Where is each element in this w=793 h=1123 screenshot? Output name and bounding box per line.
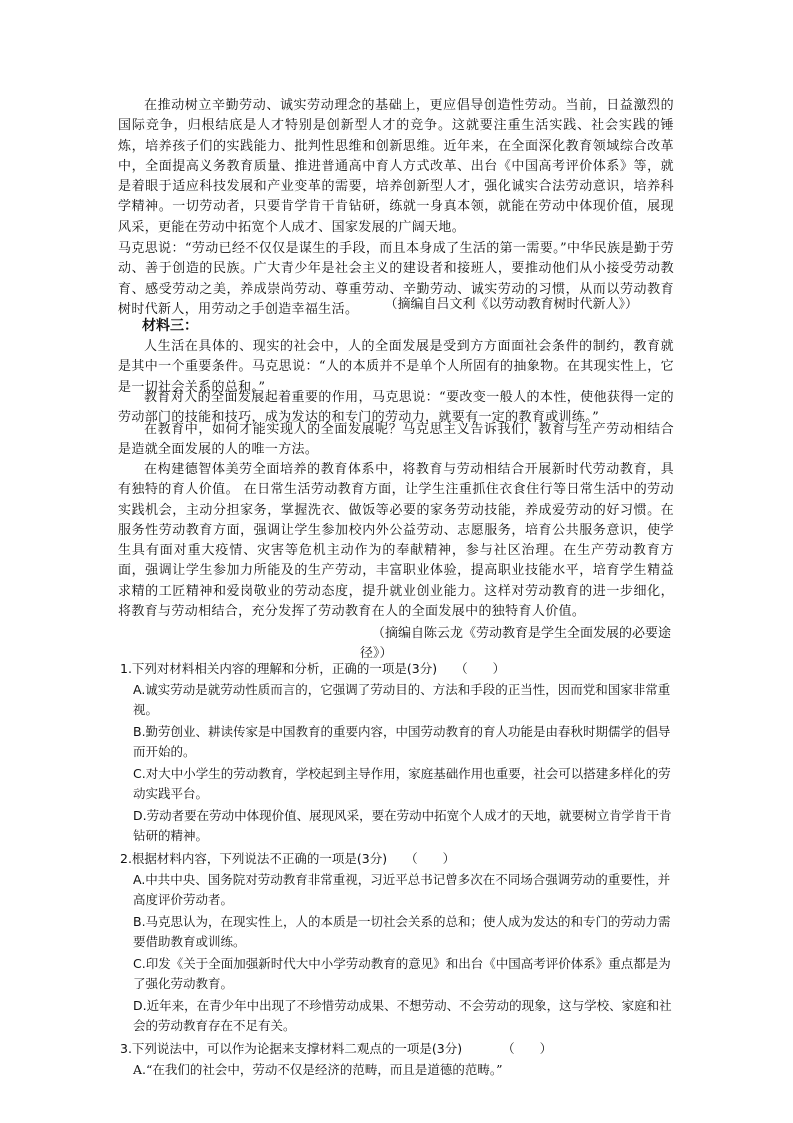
question-2-option-a: A.中共中央、国务院对劳动教育非常重视，习近平总书记曾多次在不同场合强调劳动的重要性，并高度评价劳动者。 <box>133 872 671 908</box>
answer-blank: （ ） <box>502 1041 553 1056</box>
material3-paragraph-1: 人生活在具体的、现实的社会中，人的全面发展是受到方方面面社会条件的制约，教育就是其中一个重要条件。马克思说：“人的本质并不是单个人所固有的抽象物。在其现实性上，它是一切社会关系的总和。” <box>118 339 674 395</box>
question-2-text: 2.根据材料内容，下列说法不正确的一项是(3分) <box>120 851 388 866</box>
question-3-text: 3.下列说法中，可以作为论据来支撑材料二观点的一项是(3分) <box>120 1041 463 1056</box>
question-2-option-c: C.印发《关于全面加强新时代大中小学劳动教育的意见》和出台《中国高考评价体系》重点都是为了强化劳动教育。 <box>133 956 671 992</box>
answer-blank: （ ） <box>405 851 456 866</box>
material3-heading: 材料三： <box>142 318 198 334</box>
material2-source: （摘编自吕文利《以劳动教育树时代新人》） <box>384 297 638 312</box>
question-3-option-a: A.“在我们的社会中，劳动不仅是经济的范畴，而且是道德的范畴。” <box>133 1062 503 1077</box>
question-1-text: 1.下列对材料相关内容的理解和分析，正确的一项是(3分) <box>120 661 438 676</box>
material3-paragraph-3: 在教育中，如何才能实现人的全面发展呢？马克思主义告诉我们，教育与生产劳动相结合是造就全面发展的人的唯一方法。 <box>118 422 674 458</box>
material3-paragraph-4: 在构建德智体美劳全面培养的教育体系中，将教育与劳动相结合开展新时代劳动教育，具有独特的育人价值。 在日常生活劳动教育方面，让学生注重抓住衣食住行等日常生活中的劳动实践机会，主动分担家务，掌握洗衣、做饭等必要的家务劳动技能，养成爱劳动的好习惯。在服务性劳动教育方面，强调让学生参加校内外公益劳动、志愿服务，培育公共服务意识，使学生具有面对重大疫情、灾害等危机主动作为的奉献精神，参与社区治理。在生产劳动教育方面，强调让学生参加力所能及的生产劳动，丰富职业体验，提高职业技能水平，培育学生精益求精的工匠精神和爱岗敬业的劳动态度，提升就业创业能力。这样对劳动教育的进一步细化，将教育与劳动相结合，充分发挥了劳动教育在人的全面发展中的独特育人价值。 <box>118 462 674 620</box>
material3-paragraph-2: 教育对人的全面发展起着重要的作用，马克思说：“要改变一般人的本性，使他获得一定的劳动部门的技能和技巧，成为发达的和专门的劳动力，就要有一定的教育或训练。” <box>118 390 674 426</box>
question-2-stem <box>120 849 676 869</box>
question-1-option-a: A.诚实劳动是就劳动性质而言的，它强调了劳动目的、方法和手段的正当性，因而党和国家非常重视。 <box>133 682 671 718</box>
answer-blank: （ ） <box>455 661 506 676</box>
question-2-option-b: B.马克思认为，在现实性上，人的本质是一切社会关系的总和；使人成为发达的和专门的劳动力需要借助教育或训练。 <box>133 914 671 950</box>
question-1-option-d: D.劳动者要在劳动中体现价值、展现风采，要在劳动中拓宽个人成才的天地，就要树立肯学肯干肯钻研的精神。 <box>133 808 672 844</box>
question-1-option-b: B.勤劳创业、耕读传家是中国教育的重要内容，中国劳动教育的育人功能是由春秋时期儒学的倡导而开始的。 <box>133 724 671 760</box>
question-1-stem <box>120 659 676 679</box>
question-1-option-c: C.对大中小学生的劳动教育，学校起到主导作用，家庭基础作用也重要，社会可以搭建多样化的劳动实践平台。 <box>133 766 671 802</box>
material2-paragraph-2: 马克思说：“劳动已经不仅仅是谋生的手段，而且本身成了生活的第一需要。”中华民族是勤于劳动、善于创造的民族。广大青少年是社会主义的建设者和接班人，要推动他们从小接受劳动教育、感受劳动之美，养成崇尚劳动、尊重劳动、辛勤劳动、诚实劳动的习惯，从而以劳动教育树时代新人，用劳动之手创造幸福生活。 <box>118 241 674 317</box>
material2-paragraph-1: 在推动树立辛勤劳动、诚实劳动理念的基础上，更应倡导创造性劳动。当前，日益激烈的国际竞争，归根结底是人才特别是创新型人才的竞争。这就要注重生活实践、社会实践的锤炼，培养孩子们的实践能力、批判性思维和创新思维。近年来，在全面深化教育领域综合改革中，全面提高义务教育质量、推进普通高中育人方式改革、出台《中国高考评价体系》等，就是着眼于适应科技发展和产业变革的需要，培养创新型人才，强化诚实合法劳动意识，培养科学精神。一切劳动者，只要肯学肯干肯钻研，练就一身真本领，就能在劳动中体现价值，展现风采，更能在劳动中拓宽个人成才、国家发展的广阔天地。 <box>118 98 674 235</box>
material3-source: （摘编自陈云龙《劳动教育是学生全面发展的必要途径》） <box>360 626 672 661</box>
question-3-stem <box>120 1039 676 1059</box>
question-2-option-d: D.近年来，在青少年中出现了不珍惜劳动成果、不想劳动、不会劳动的现象，这与学校、家庭和社会的劳动教育存在不足有关。 <box>133 998 672 1034</box>
